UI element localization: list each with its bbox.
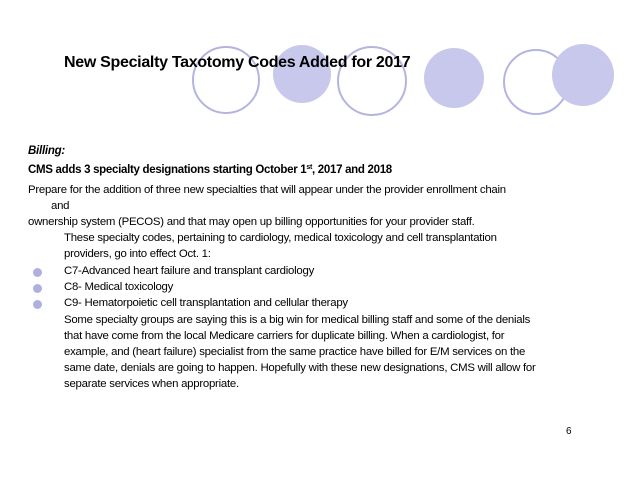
closing-line-5: separate services when appropriate.: [64, 378, 239, 390]
bullet-item-c8: C8- Medical toxicology: [64, 281, 174, 293]
closing-line-3: example, and (heart failure) specialist from the same practice have billed for E/M services on the: [64, 346, 526, 358]
intro-line-1: These specialty codes, pertaining to cardiology, medical toxicology and cell transplantation: [64, 232, 497, 244]
billing-label: Billing:: [28, 145, 65, 157]
bullet-item-c7: C7-Advanced heart failure and transplant cardiology: [64, 265, 315, 277]
prepare-line-2: and: [51, 200, 70, 212]
closing-line-1: Some specialty groups are saying this is a big win for medical billing staff and some of the denials: [64, 314, 531, 326]
intro-line-2: providers, go into effect Oct. 1:: [64, 248, 211, 260]
prepare-line-1: Prepare for the addition of three new specialties that will appear under the provider enrollment chain: [28, 184, 506, 196]
cms-superscript: st: [306, 164, 312, 171]
prepare-line-3: ownership system (PECOS) and that may open up billing opportunities for your provider staff.: [28, 216, 475, 228]
slide-title: New Specialty Taxotomy Codes Added for 2017: [64, 54, 411, 71]
cms-announcement: [28, 164, 392, 176]
closing-line-4: same date, denials are going to happen. Hopefully with these new designations, CMS will allow for: [64, 362, 536, 374]
bullet-dot-icon: [33, 284, 42, 293]
bullet-item-c9: C9- Hematorpoietic cell transplantation and cellular therapy: [64, 297, 348, 309]
circle-filled-2: [424, 48, 484, 108]
closing-line-2: that have come from the local Medicare carriers for duplicate billing. When a cardiologist, for: [64, 330, 505, 342]
bullet-dot-icon: [33, 300, 42, 309]
page-number: 6: [566, 426, 572, 437]
bullet-dot-icon: [33, 268, 42, 277]
cms-text-before: CMS adds 3 specialty designations starting October 1: [28, 164, 307, 176]
cms-text-after: , 2017 and 2018: [312, 164, 392, 176]
circle-filled-3: [552, 44, 614, 106]
